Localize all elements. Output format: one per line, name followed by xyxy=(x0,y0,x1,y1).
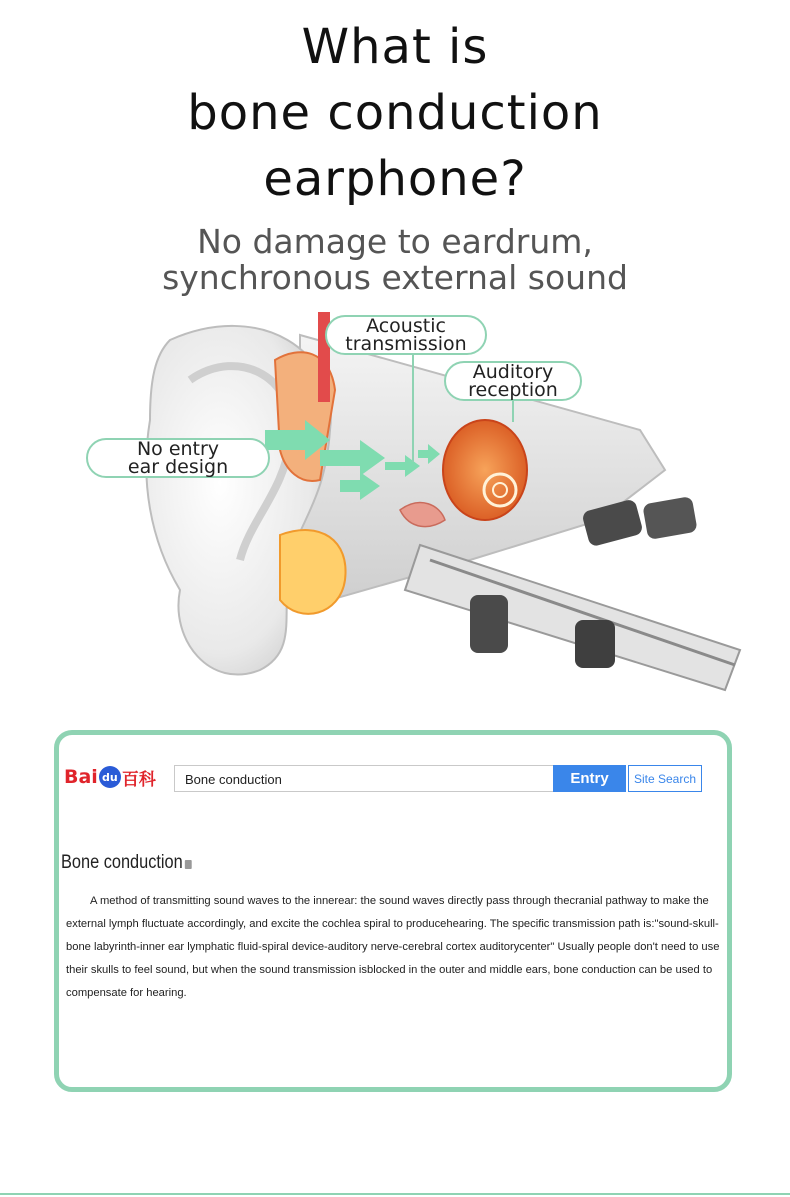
callout-auditory-reception xyxy=(444,361,582,401)
paw-icon: du xyxy=(99,766,121,788)
callout-auditory-line-2: reception xyxy=(468,379,558,401)
callout-no-entry-line-2: ear design xyxy=(127,456,229,478)
lock-icon xyxy=(184,860,191,869)
headline-line-3: earphone? xyxy=(263,151,527,207)
eustachian-tube xyxy=(405,545,740,690)
site-search-button[interactable]: Site Search xyxy=(628,765,702,792)
logo-baike-text: 百科 xyxy=(121,769,156,790)
logo-bai-text: Bai xyxy=(64,766,98,788)
fat-tissue xyxy=(280,530,346,614)
subheadline-line-1: No damage to eardrum, xyxy=(197,222,593,261)
callout-acoustic-line-2: transmission xyxy=(345,333,467,355)
cochlea xyxy=(443,420,527,520)
article-title-text: Bone conduction xyxy=(61,852,183,873)
article-title xyxy=(61,852,191,874)
callout-acoustic-line-1: Acoustic xyxy=(366,315,446,337)
search-input[interactable]: Bone conduction xyxy=(174,765,554,792)
headline-line-2: bone conduction xyxy=(187,85,603,141)
bone-plug-3 xyxy=(470,595,508,653)
subheadline-line-2: synchronous external sound xyxy=(162,258,628,297)
bone-plug-4 xyxy=(575,620,615,668)
bone-plug-2 xyxy=(642,496,697,540)
callout-no-entry-line-1: No entry xyxy=(136,438,220,460)
callout-no-entry-ear-design xyxy=(86,438,270,478)
callout-acoustic-transmission xyxy=(325,315,487,355)
headline xyxy=(0,14,790,212)
article-paragraph: A method of transmitting sound waves to the innerear: the sound waves directly pass through thecranial pathway to make the external lymph fluctuate accordingly, and excite the cochlea spiral to producehearing. The specific transmission path is:"sound-skull-bone labyrinth-inner ear lymphatic fluid-spiral device-auditory nerve-cerebral cortex auditorycenter" Usually people don't need to use their skulls to feel sound, but when the sound transmission isblocked in the outer and middle ears, bone conduction can be used to compensate for hearing. xyxy=(66,895,720,999)
bottom-divider xyxy=(0,1193,790,1195)
baidu-baike-logo[interactable] xyxy=(64,762,156,792)
callout-auditory-line-1: Auditory xyxy=(472,361,554,383)
subheadline xyxy=(0,224,790,296)
entry-button[interactable]: Entry xyxy=(553,765,626,792)
headline-line-1: What is xyxy=(301,19,489,75)
ear-anatomy-illustration xyxy=(0,300,790,710)
article-body xyxy=(66,890,721,1005)
